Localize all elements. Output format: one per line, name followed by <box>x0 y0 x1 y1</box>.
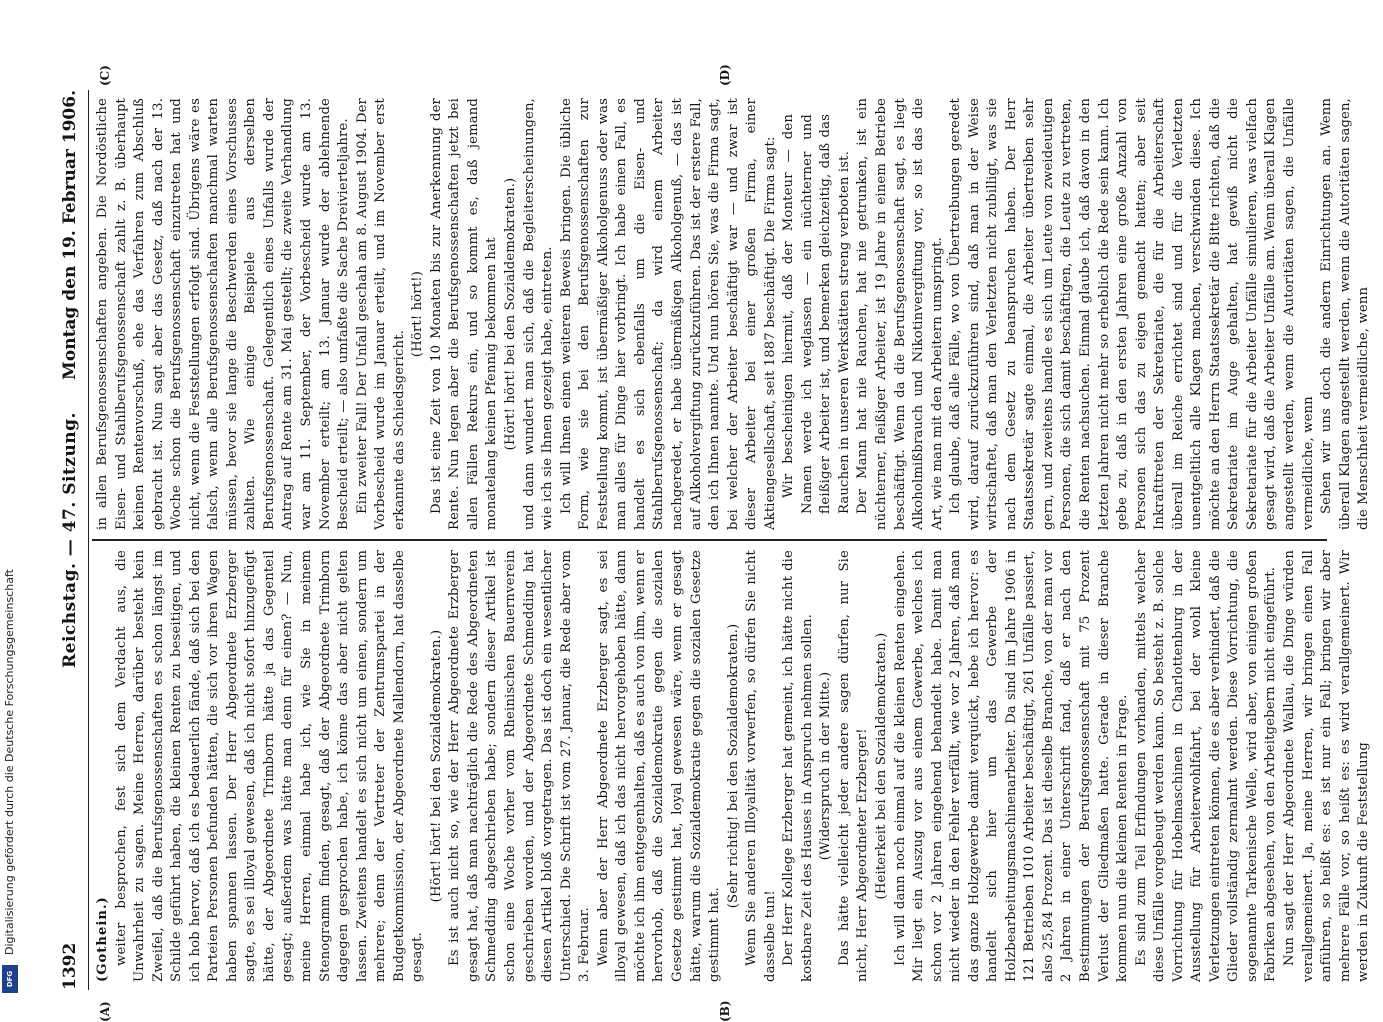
margin-mark-c: (C) <box>98 65 112 86</box>
paragraph: Der Mann hat nie Rauchen, hat nie getrunken, ist ein nüchterner, fleißiger Arbeiter, ist 19 Jahre in einem Betriebe beschäftigt. Wenn da die Berufsgenossenschaft sagt, es liegt Alkoholmißbrauch und Nikotinvergiftung vor, so ist das die Art, wie man mit den Arbeitern umspringt. <box>854 98 947 530</box>
paragraph: Nun sagt der Herr Abgeordnete Wallau, die Dinge würden verallgemeinert. Ja, meine Herren, wir bringen einen Fall anführen, so heißt es: es ist nur ein Fall; bringen wir aber mehrere Fälle vor, so heißt es: es wird verallgemeinert. Wir werden in Zukunft die Feststellung <box>1281 550 1374 982</box>
paragraph: und dann wundert man sich, daß die Begleiterscheinungen, wie ich sie Ihnen gezeigt habe, eintreten. <box>521 98 558 530</box>
margin-mark-d: (D) <box>718 64 732 86</box>
paragraph: Das hätte vielleicht jeder andere sagen dürfen, nur Sie nicht, Herr Abgeordneter Erzberger! <box>836 550 873 982</box>
dfg-logo-icon <box>2 965 18 993</box>
paragraph: Es sind zum Teil Erfindungen vorhanden, mittels welcher diese Unfälle vorgebeugt werden kann. So besteht z. B. solche Vorrichtung für Hobelmaschinen in Charlottenburg in der Ausstellung für Arbeiterwohlfahrt, bei der wohl kleine Verletzungen eintreten können, die es aber verhindert, daß die Glieder vollständig zermalmt werden. Diese Vorrichtung, die sogenannte Tarkenische Welle, wird aber, von einigen großen Fabriken abgesehen, von den Arbeitgebern nicht eingeführt. <box>1133 550 1281 982</box>
dfg-logo-text: DFG <box>6 971 14 987</box>
session-date: Montag den 19. Februar 1906. <box>60 90 80 380</box>
paragraph: Wenn aber der Herr Abgeordnete Erzberger sagt, es sei illoyal gewesen, daß ich das nicht hervorgehoben hätte, dann möchte ich ihm entgegenhalten, daß es auch von ihm, wenn er hervorhob, daß die Sozialdemokratie gegen die sozialen Gesetze gestimmt hat, loyal gewesen wäre, wenn er gesagt hätte, warum die Sozialdemokratie gegen die sozialen Gesetze gestimmt hat. <box>595 550 725 982</box>
interjection: (Heiterkeit bei den Sozialdemokraten.) <box>873 550 892 982</box>
paragraph: in allen Berufsgenossenschaften angeben. Die Nordöstliche Eisen- und Stahlberufsgenossenschaft zahlt z. B. überhaupt keinen Rentenvorschuß, ehe das Verfahren zum Abschluß gebracht ist. Nun sagt aber das Gesetz, daß nach der 13. Woche schon die Berufsgenossenschaft einzutreten hat und nicht, wenn die Feststellungen erfolgt sind. Übrigens wäre es falsch, wenn alle Berufsgenossenschaften manchmal warten müssen, bevor sie lange die Beschwerden eines Vorschusses zahlten. Wie einige Beispiele aus derselben Berufsgenossenschaft. Gelegentlich eines Unfalls wurde der Antrag auf Rente am 31. Mai gestellt; die zweite Verhandlung war am 11. September, der Vorbescheid wurde am 13. November erteilt; am 13. Januar wurde der ablehnende Bescheid erteilt; — also umfaßte die Sache Dreivierteljahre. <box>94 98 354 530</box>
paragraph: Der Herr Kollege Erzberger hat gemeint, ich hätte nicht die kostbare Zeit des Hauses in Anspruch nehmen sollen. <box>780 550 817 982</box>
page-number: 1392 <box>60 943 80 990</box>
paragraph: Wenn Sie anderen Illoyalität vorwerfen, so dürfen Sie nicht dasselbe tun! <box>743 550 780 982</box>
paragraph: Ich will dann noch einmal auf die kleinen Renten eingehen. Mir liegt ein Auszug vor aus einem Gewerbe, welches ich schon vor 2 Jahren eingehend behandelt habe. Damit man nicht wieder in den Fehler verfällt, wie vor 2 Jahren, daß man das ganze Holzgewerbe damit verquickt, hebe ich hervor: es handelt sich hier um das Gewerbe der Holzbearbeitungsmaschinenarbeiter. Da sind im Jahre 1906 in 121 Betrieben 1010 Arbeiter beschäftigt, 261 Unfälle passiert, also 25,84 Prozent. Das ist dieselbe Branche, von der man vor 2 Jahren in einer Unterschrift fand, daß er nach den Bestimmungen der Berufsgenossenschaft mit 75 Prozent Verlust der Gliedmaßen hatte. Gerade in dieser Branche kommen nun die kleinen Renten in Frage. <box>892 550 1133 982</box>
paragraph: Ich will Ihnen einen weiteren Beweis bringen. Die übliche Form, wie sie bei den Berufsgenossenschaften zur Feststellung kommt, ist übermäßiger Alkoholgenuss oder was man alles für Dinge hier vorbringt. Ich habe einen Fall, es handelt es sich ebenfalls um die Eisen- und Stahlberufsgenossenschaft; da wird einem Arbeiter nachgeredet, er habe übermäßigen Alkoholgenuß, — das ist auf Alkoholvergiftung zurückzuführen. Das ist der erstere Fall, den ich Ihnen nannte. Und nun hören Sie, was die Firma sagt, bei welcher der Arbeiter beschäftigt war — und zwar ist dieser Arbeiter bei einer großen Firma, einer Aktiengesellschaft, seit 1887 beschäftigt. Die Firma sagt: <box>558 98 781 530</box>
digitization-margin <box>0 0 22 1000</box>
text-column-right <box>94 98 1326 530</box>
interjection: (Hört! hört! bei den Sozialdemokraten.) <box>502 98 521 530</box>
digitization-notice: Digitalisierung gefördert durch die Deutsche Forschungsgemeinschaft <box>1 25 19 955</box>
paragraph: Das ist eine Zeit von 10 Monaten bis zur Anerkennung der Rente. Nun legen aber die Berufsgenossenschaften jetzt bei allen Fällen Rekurs ein, und so kommt es, daß jemand monatelang keinen Pfennig bekommen hat <box>428 98 502 530</box>
speaker-label: (Gothein.) <box>94 550 113 982</box>
page-title: Reichstag. — 47. Sitzung. <box>60 90 80 990</box>
paragraph: Ich glaube, daß alle Fälle, wo von Übertreibungen geredet wird, darauf zurückzuführen sind, daß man in der Weise wirtschaftet, daß man den Verletzten nicht zubilligt, was sie nach dem Gesetz zu beanspruchen haben. Der Herr Staatssekretär sagte einmal, die Arbeiter übertreiben sehr gern, und zweitens handle es sich um Leute von zweideutigen Personen, die sich damit beschäftigen, die Leute zu vertreten, die Renten nachsuchen. Einmal glaube ich, daß davon in den letzten Jahren nicht mehr so erheblich die Rede sein kann. Ich gebe zu, daß in den ersten Jahren eine große Anzahl von Personen sich das zu eigen gemacht hatten; aber seit Inkrafttreten der Sekretariate, die für die Arbeiterschaft überall im Reiche errichtet sind und für die Verletzten unentgeltlich alle Klagen machen, verschwinden diese. Ich möchte an den Herrn Staatssekretär die Bitte richten, daß die Sekretariate im Auge gehalten, hat gewiß nicht die Sekretariate für die Arbeiter Unfälle simulieren, was vielfach gesagt wird, daß die Arbeiter Unfälle am. Wenn überall Klagen angestellt werden, wenn die Autoritäten sagen, die Unfälle vermeidliche, wenn <box>947 98 1318 530</box>
text-column-left <box>94 550 1326 982</box>
interjection: (Hört! hört!) <box>409 98 428 530</box>
column-divider <box>92 540 1327 542</box>
scanned-page-rotated <box>58 90 1333 990</box>
paragraph: Ein zweiter Fall! Der Unfall geschah am 8. August 1904. Der Vorbescheid wurde im Januar erteilt, und im November erst erkannte das Schiedsgericht. <box>354 98 410 530</box>
quotation: Wir bescheinigen hiermit, daß der Monteur — den Namen werde ich weglassen — ein nüchterner und fleißiger Arbeiter ist, und bemerken gleichzeitig, daß das Rauchen in unseren Werkstätten streng verboten ist. <box>780 98 854 530</box>
margin-mark-b: (B) <box>718 1001 732 1022</box>
paragraph: Es ist auch nicht so, wie der Herr Abgeordnete Erzberger gesagt hat, daß man nachträglich die Rede des Abgeordneten Schmedding abgeschrieben habe; sondern dieser Artikel ist schon eine Woche vorher vom Rheinischen Bauernverein geschrieben worden, und der Abgeordnete Schmedding hat diesen Artikel bloß vorgetragen. Das ist doch ein wesentlicher Unterschied. Die Schrift ist vom 27. Januar, die Rede aber vom 3. Februar. <box>446 550 594 982</box>
paragraph: weiter besprochen, fest sich dem Verdacht aus, die Unwahrheit zu sagen. Meine Herren, darüber besteht kein Zweifel, daß die Berufsgenossenschaften es schon längst im Schilde geführt haben, die kleinen Renten zu beseitigen, und ich hob hervor, daß ich es bedauerlich fände, daß sich bei den Parteien Personen befunden hätten, die sich vor ihren Wagen haben spannen lassen. Der Herr Abgeordnete Erzberger sagte, es sei illoyal gewesen, daß ich nicht sofort hinzugefügt hätte, der Abgeordnete Trimborn hätte ja das Gegenteil gesagt; außerdem was hätte man denn für einen? — Nun, meine Herren, einmal habe ich, wie Sie in meinem Stenogramm finden, gesagt, daß der Abgeordnete Trimborn dagegen gesprochen habe, ich könne das aber nicht gelten lassen. Zweitens handelt es sich nicht um einen, sondern um mehrere; denn der Vertreter der Zentrumspartei in der Budgetkommission, der Abgeordnete Mallendorn, hat dasselbe gesagt. <box>113 550 428 982</box>
paragraph: Sehen wir uns doch die andern Einrichtungen an. Wenn überall Klagen angestellt werden, wenn die Autoritäten sagen, die Menschheit vermeidliche, wenn <box>1318 98 1374 530</box>
interjection: (Sehr richtig! bei den Sozialdemokraten.) <box>725 550 744 982</box>
interjection: (Widerspruch in der Mitte.) <box>817 550 836 982</box>
digitization-notice-wrap <box>1 25 19 955</box>
margin-mark-a: (A) <box>98 1001 112 1022</box>
page-header <box>58 90 88 990</box>
header-rule <box>88 90 89 990</box>
document-page <box>58 90 1333 990</box>
interjection: (Hört! hört! bei den Sozialdemokraten.) <box>428 550 447 982</box>
